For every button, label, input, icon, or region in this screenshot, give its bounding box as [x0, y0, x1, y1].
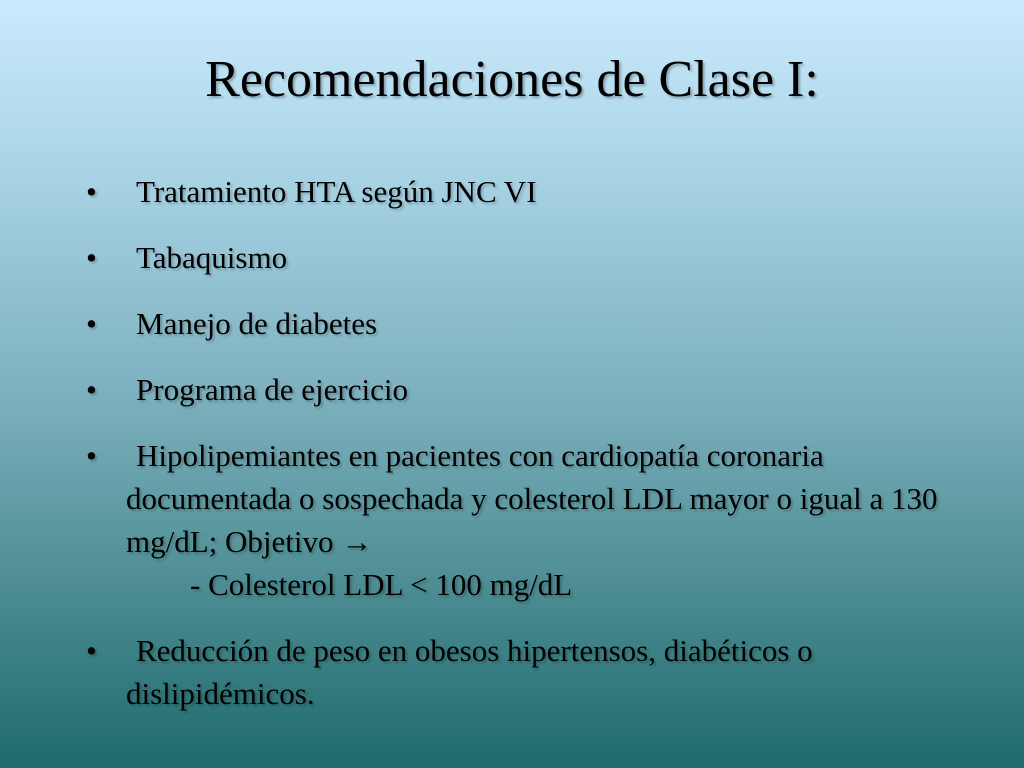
bullet-marker: •: [86, 633, 97, 668]
bullet-text: Tabaquismo: [136, 240, 288, 275]
bullet-text: Tratamiento HTA según JNC VI: [136, 174, 537, 209]
bullet-text: Programa de ejercicio: [136, 372, 408, 407]
bullet-marker: •: [86, 174, 97, 209]
bullet-marker: •: [86, 372, 97, 407]
bullet-text: [126, 434, 966, 606]
bullet-subline: - Colesterol LDL < 100 mg/dL: [190, 567, 573, 602]
bullet-marker: •: [86, 438, 97, 473]
bullet-marker: •: [86, 306, 97, 341]
bullet-item: [86, 236, 966, 279]
bullet-item: [86, 434, 966, 606]
slide-title: Recomendaciones de Clase I:: [205, 51, 819, 108]
bullet-marker: •: [86, 240, 97, 275]
bullet-item: [86, 629, 966, 715]
bullet-item: [86, 302, 966, 345]
bullet-text: Reducción de peso en obesos hipertensos, diabéticos o dislipidémicos.: [126, 633, 813, 711]
bullet-main-text: Hipolipemiantes en pacientes con cardiopatía coronaria documentada o sospechada y colesterol LDL mayor o igual a 130 mg/dL; Objetivo →: [126, 438, 938, 559]
bullet-item: [86, 368, 966, 411]
bullet-item: [86, 170, 966, 213]
bullet-list: [86, 170, 966, 738]
bullet-text: Manejo de diabetes: [136, 306, 378, 341]
